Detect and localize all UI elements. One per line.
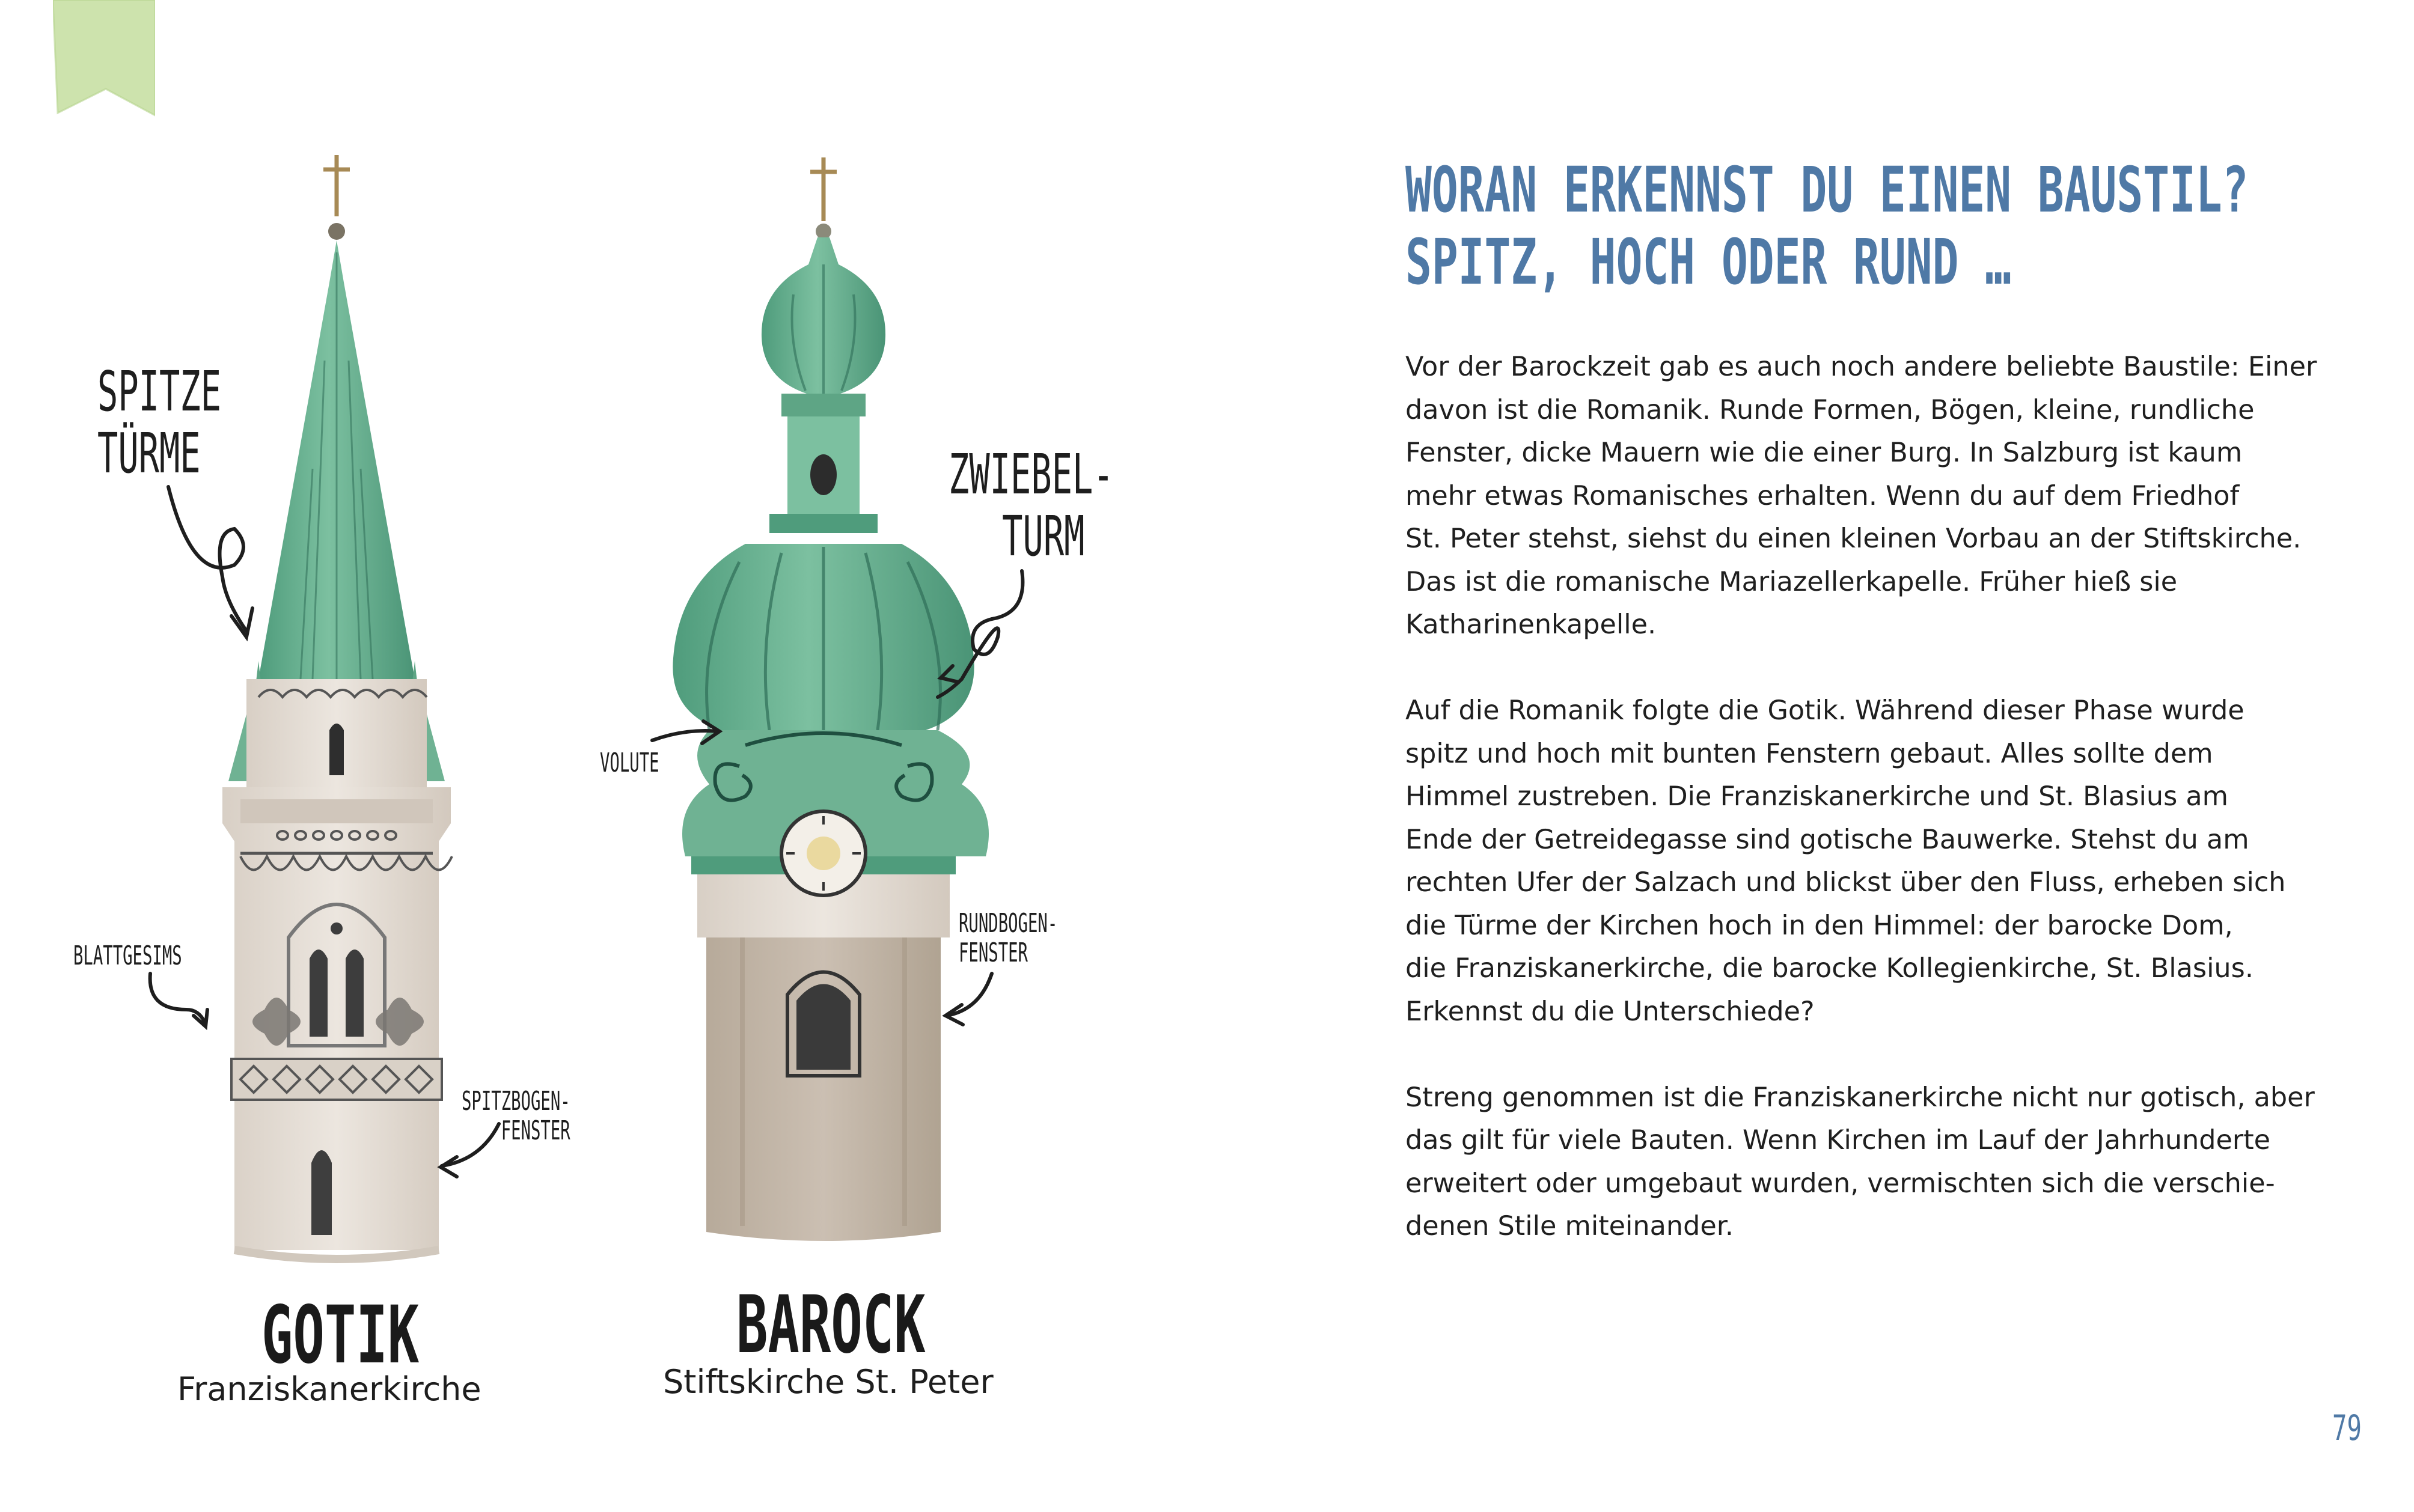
text-line: Himmel zustreben. Die Franziskanerkirche und St. Blasius am	[1405, 781, 2229, 812]
text-line: Erkennst du die Unterschiede?	[1405, 996, 1815, 1027]
text-line: rechten Ufer der Salzach und blickst über den Fluss, erheben sich	[1405, 867, 2286, 898]
text-line: Vor der Barockzeit gab es auch noch andere beliebte Baustile: Einer	[1405, 352, 2317, 382]
article-body	[1405, 346, 2317, 1291]
label-spitze-tuerme	[97, 361, 221, 484]
heading-line-1: WORAN ERKENNST DU EINEN BAUSTIL?	[1405, 153, 2249, 227]
text-line: Katharinenkapelle.	[1405, 609, 1657, 640]
paragraph-romanik	[1405, 346, 2317, 647]
barock-church-name: Stiftskirche St. Peter	[663, 1363, 994, 1401]
gotik-church-name: Franziskanerkirche	[177, 1370, 481, 1408]
label-volute: VOLUTE	[600, 748, 659, 778]
text-line: mehr etwas Romanisches erhalten. Wenn du auf dem Friedhof	[1405, 480, 2240, 511]
paragraph-stile	[1405, 1076, 2315, 1248]
label-line: SPITZE	[97, 359, 222, 424]
heading-line-2: SPITZ, HOCH ODER RUND …	[1405, 225, 2012, 299]
page-number: 79	[2332, 1407, 2362, 1448]
text-line: erweitert oder umgebaut wurden, vermischten sich die verschie-	[1405, 1168, 2275, 1199]
label-line: TÜRME	[97, 421, 201, 486]
page-heading	[1405, 154, 2249, 298]
text-line: denen Stile miteinander.	[1405, 1211, 1734, 1242]
label-line: ZWIEBEL-	[949, 442, 1114, 507]
text-line: davon ist die Romanik. Runde Formen, Bögen, kleine, rundliche	[1405, 394, 2255, 425]
label-zwiebelturm	[949, 444, 1114, 567]
text-line: Auf die Romanik folgte die Gotik. Während dieser Phase wurde	[1405, 695, 2244, 726]
label-blattgesims: BLATTGESIMS	[73, 940, 182, 971]
baroque-tower	[673, 157, 989, 1241]
barock-style-name: BAROCK	[736, 1279, 926, 1371]
gotik-style-name: GOTIK	[261, 1289, 420, 1382]
text-line: Ende der Getreidegasse sind gotische Bauwerke. Stehst du am	[1405, 824, 2249, 855]
text-line: Fenster, dicke Mauern wie die einer Burg. In Salzburg ist kaum	[1405, 437, 2243, 468]
gothic-tower	[222, 155, 452, 1259]
label-line: SPITZBOGEN-	[462, 1086, 570, 1117]
paragraph-gotik	[1405, 689, 2295, 1033]
text-line: die Franziskanerkirche, die barocke Kollegienkirche, St. Blasius.	[1405, 953, 2254, 984]
label-rundbogenfenster	[959, 909, 1057, 968]
label-line: RUNDBOGEN-	[959, 908, 1058, 939]
text-line: spitz und hoch mit bunten Fenstern gebaut. Alles sollte dem	[1405, 738, 2213, 769]
label-spitzbogenfenster	[462, 1087, 570, 1146]
label-line: FENSTER	[959, 937, 1028, 969]
label-line: TURM	[1002, 504, 1085, 569]
text-line: die Türme der Kirchen hoch in den Himmel: der barocke Dom,	[1405, 910, 2233, 941]
label-line: FENSTER	[501, 1115, 570, 1147]
text-line: Das ist die romanische Mariazellerkapelle. Früher hieß sie	[1405, 566, 2178, 597]
text-line: das gilt für viele Bauten. Wenn Kirchen im Lauf der Jahrhunderte	[1405, 1125, 2271, 1156]
text-line: Streng genommen ist die Franziskanerkirche nicht nur gotisch, aber	[1405, 1082, 2315, 1113]
text-line: St. Peter stehst, siehst du einen kleinen Vorbau an der Stiftskirche.	[1405, 523, 2302, 554]
